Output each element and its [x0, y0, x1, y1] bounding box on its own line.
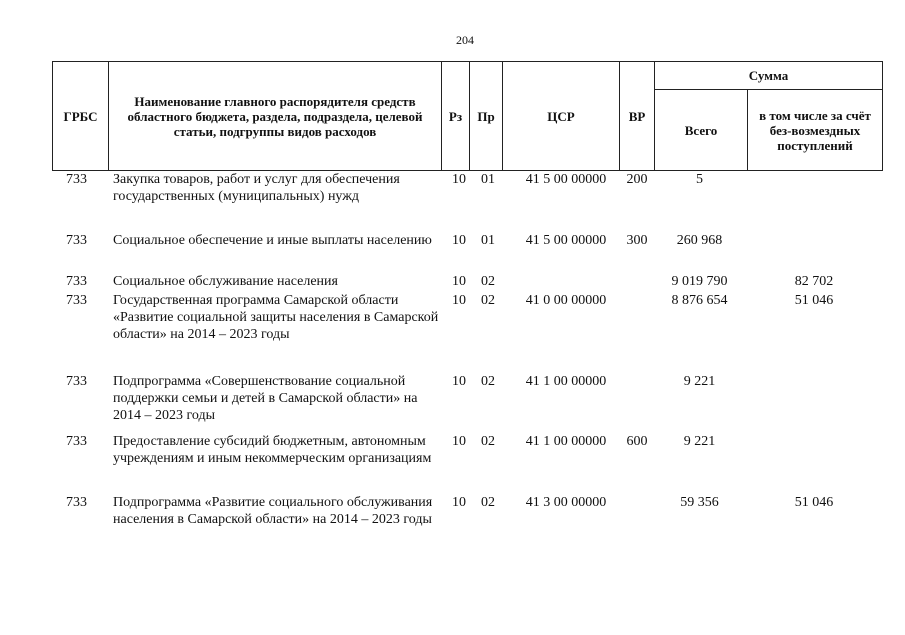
cell-csr: 41 5 00 00000	[525, 172, 607, 187]
header-name: Наименование главного распорядителя средств областного бюджета, раздела, подраздела, целевой статьи, подгруппы видов расходов	[109, 62, 442, 171]
cell-name: Подпрограмма «Развитие социального обслуживания населения в Самарской области» на 2014 – 2023 годы	[113, 495, 433, 527]
cell-grbs: 733	[66, 495, 87, 510]
cell-total: 260 968	[676, 233, 723, 248]
cell-pr: 02	[481, 374, 495, 389]
cell-rz: 10	[452, 233, 466, 248]
cell-name: Социальное обеспечение и иные выплаты населению	[113, 233, 432, 248]
header-pr: Пр	[470, 62, 503, 171]
cell-csr: 41 1 00 00000	[525, 434, 607, 449]
header-csr: ЦСР	[503, 62, 620, 171]
cell-pr: 01	[481, 172, 495, 187]
cell-total: 8 876 654	[671, 293, 728, 308]
cell-name: Подпрограмма «Совершенствование социальной поддержки семьи и детей в Самарской области» на 2014 – 2023 годы	[113, 374, 418, 423]
cell-vr: 200	[626, 172, 648, 187]
cell-rz: 10	[452, 434, 466, 449]
cell-pr: 02	[481, 274, 495, 289]
cell-name: Предоставление субсидий бюджетным, автономным учреждениям и иным некоммерческим организациям	[113, 434, 432, 466]
cell-vr: 600	[626, 434, 648, 449]
cell-pr: 02	[481, 495, 495, 510]
header-grbs: ГРБС	[53, 62, 109, 171]
cell-csr: 41 1 00 00000	[525, 374, 607, 389]
header-total: Всего	[655, 90, 748, 171]
cell-pr: 02	[481, 293, 495, 308]
cell-total: 9 221	[683, 374, 716, 389]
cell-grbs: 733	[66, 434, 87, 449]
cell-total: 9 221	[683, 434, 716, 449]
cell-name: Государственная программа Самарской области «Развитие социальной защиты населения в Самарской области» на 2014 – 2023 годы	[113, 293, 439, 342]
cell-csr: 41 5 00 00000	[525, 233, 607, 248]
header-free: в том числе за счёт без-возмездных поступлений	[748, 90, 883, 171]
cell-name: Закупка товаров, работ и услуг для обеспечения государственных (муниципальных) нужд	[113, 172, 400, 204]
cell-grbs: 733	[66, 293, 87, 308]
cell-csr: 41 3 00 00000	[525, 495, 607, 510]
cell-total: 59 356	[680, 495, 719, 510]
cell-free: 51 046	[794, 293, 834, 308]
cell-grbs: 733	[66, 274, 87, 289]
cell-vr: 300	[626, 233, 648, 248]
header-vr: ВР	[620, 62, 655, 171]
page-number: 204	[456, 33, 474, 47]
cell-grbs: 733	[66, 374, 87, 389]
cell-free: 51 046	[794, 495, 834, 510]
cell-grbs: 733	[66, 233, 87, 248]
header-sum: Сумма	[655, 62, 883, 90]
cell-free: 82 702	[794, 274, 834, 289]
cell-csr: 41 0 00 00000	[525, 293, 607, 308]
cell-name: Социальное обслуживание населения	[113, 274, 338, 289]
cell-total: 9 019 790	[671, 274, 728, 289]
cell-rz: 10	[452, 274, 466, 289]
header-rz: Рз	[442, 62, 470, 171]
cell-rz: 10	[452, 172, 466, 187]
cell-total: 5	[696, 172, 703, 187]
cell-pr: 01	[481, 233, 495, 248]
cell-rz: 10	[452, 293, 466, 308]
table-header	[52, 61, 883, 171]
cell-rz: 10	[452, 374, 466, 389]
cell-rz: 10	[452, 495, 466, 510]
cell-pr: 02	[481, 434, 495, 449]
cell-grbs: 733	[66, 172, 87, 187]
